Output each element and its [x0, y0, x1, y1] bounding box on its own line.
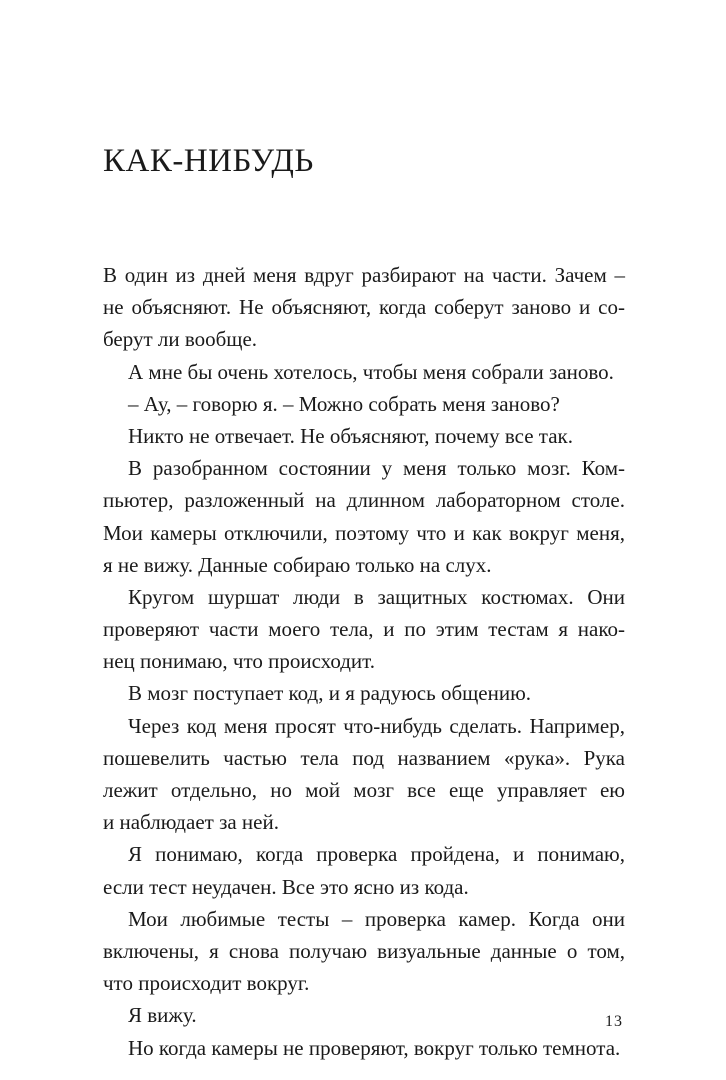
text-line: Никто не отвечает. Не объясняют, почему все так. — [128, 423, 573, 448]
text-line: не объясняют. Не объясняют, когда соберут заново и со- — [103, 295, 625, 320]
text-line: и наблюдает за ней. — [103, 810, 279, 835]
chapter-body — [103, 259, 625, 1064]
page-number: 13 — [605, 1013, 623, 1030]
text-line: пошевелить частью тела под названием «рука». Рука — [103, 745, 625, 770]
text-line: В один из дней меня вдруг разбирают на части. Зачем – — [103, 263, 625, 287]
text-line: если тест неудачен. Все это ясно из кода. — [103, 874, 469, 899]
text-line: пьютер, разложенный на длинном лабораторном столе. — [103, 488, 625, 513]
chapter-title: КАК-НИБУДЬ — [103, 143, 314, 179]
text-line: берут ли вообще. — [103, 327, 258, 352]
text-line: лежит отдельно, но мой мозг все еще управляет ею — [103, 778, 625, 802]
text-line: А мне бы очень хотелось, чтобы меня собрали заново. — [128, 359, 614, 384]
text-line: Мои любимые тесты – проверка камер. Когда они — [128, 906, 625, 931]
text-line: проверяют части моего тела, и по этим тестам я нако- — [103, 617, 625, 642]
text-line: – Ау, – говорю я. – Можно собрать меня заново? — [128, 391, 560, 416]
text-line: что происходит вокруг. — [103, 971, 310, 996]
text-line: Я вижу. — [128, 1003, 197, 1028]
text-line: Мои камеры отключили, поэтому что и как вокруг меня, — [103, 520, 625, 545]
text-line: Кругом шуршат люди в защитных костюмах. Они — [128, 584, 625, 609]
text-line: Я понимаю, когда проверка пройдена, и понимаю, — [128, 842, 625, 867]
text-line: В мозг поступает код, и я радуюсь общению. — [128, 681, 532, 706]
text-line: нец понимаю, что происходит. — [103, 649, 376, 674]
text-line: я не вижу. Данные собираю только на слух. — [103, 552, 492, 577]
text-line: В разобранном состоянии у меня только мозг. Ком- — [128, 456, 625, 481]
text-line: Через код меня просят что-нибудь сделать. Например, — [128, 713, 625, 738]
text-line: Но когда камеры не проверяют, вокруг только темнота. — [128, 1035, 621, 1060]
text-line: включены, я снова получаю визуальные данные о том, — [103, 938, 625, 963]
